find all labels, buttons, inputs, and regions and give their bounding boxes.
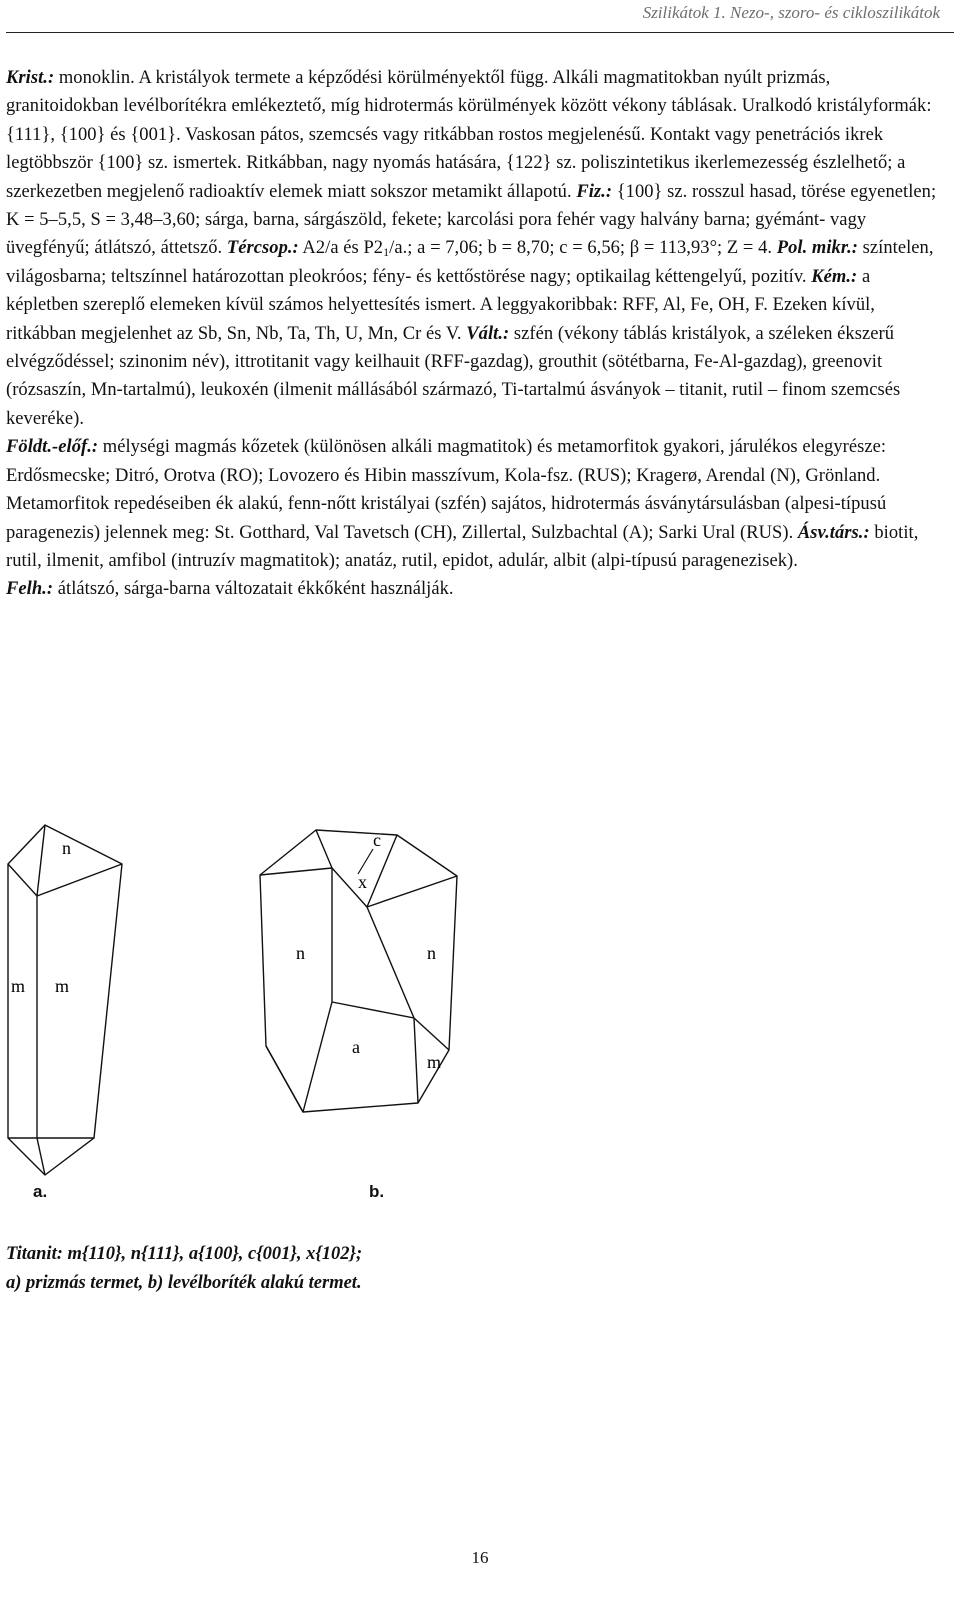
crystal-a-drawing (8, 825, 122, 1175)
description-paragraph-main (6, 64, 938, 433)
crystal-drawings (0, 820, 960, 1210)
polmikr-label: Pol. mikr.: (776, 238, 858, 259)
felh-label: Felh.: (6, 579, 54, 600)
fiz-label: Fiz.: (576, 181, 613, 202)
crystal-a-outline (8, 825, 122, 1175)
crystal-a-edge-right-top (37, 864, 122, 896)
caption-line-2: a) prizmás termet, b) levélboríték alakú termet. (6, 1272, 362, 1293)
figure-b-label: b. (369, 1182, 385, 1201)
caption-line-1: Titanit: m{110}, n{111}, a{100}, c{001}, x{102}; (6, 1244, 363, 1264)
crystal-a-edge-bottom-point (37, 1138, 45, 1175)
asv-text: biotit, rutil, ilmenit, amfibol (intruzív magmatitok); anatáz, rutil, epidot, adulár, albit (alpi-típusú paragenezisek). (6, 522, 919, 571)
crystal-a-face-n: n (62, 838, 71, 858)
fiz-text: {100} sz. rosszul hasad, törése egyenetlen; K = 5–5,5, S = 3,48–3,60; sárga, barna, sárgászöld, fekete; karcolási pora fehér vagy halvány barna; gyémánt- vagy üvegfényű; átlátszó, áttetsző. (6, 181, 937, 259)
valt-label: Vált.: (466, 323, 510, 344)
figure-a-label: a. (33, 1182, 48, 1201)
crystal-b-face-n-right: n (427, 943, 436, 963)
foldt-text: mélységi magmás kőzetek (különösen alkáli magmatitok) és metamorfitok gyakori, járulékos elegyrésze: Erdősmecske; Ditró, Orotva (RO); Lovozero és Hibin masszívum, Kola-fsz. (RUS); Kragerø, Arendal (N), Grönland. Metamorfitok repedéseiben ék alakú, fenn-nőtt kristályai (szfén) sajátos, hidrotermás ásványtársulásban (alpesi-típusú paragenezis) jelennek meg: St. Gotthard, Val Tavetsch (CH), Zillertal, Sulzbachtal (A); Sarki Ural (RUS). (6, 437, 887, 543)
kem-label: Kém.: (811, 266, 858, 287)
crystal-b-face-m: m (427, 1052, 442, 1072)
crystal-b-edge-left-top (260, 868, 332, 875)
crystal-b-edge-m-left (266, 1046, 303, 1112)
felh-text: átlátszó, sárga-barna változatait ékkőként használják. (53, 579, 454, 600)
polmikr-text: színtelen, világosbarna; teltszínnel határozottan pleokróos; fény- és kettőstörése nagy; optikailag kéttengelyű, pozitív. (6, 238, 934, 287)
krist-text: monoklin. A kristályok termete a képződési körülményektől függ. Alkáli magmatitokban nyúlt prizmás, granitoidokban levélborítékra emlékeztető, míg hidrotermás körülmények között vékony táblásak. Uralkodó kristályformák: {111}, {100} és {001}. Vaskosan pátos, szemcsés vagy ritkábban rostos megjelenésű. Kontakt vagy penetrációs ikrek legtöbbször {100} sz. ismertek. Ritkábban, nagy nyomás hatására, {122} sz. poliszintetikus ikerlemezesség észlelhető; a szerkezetben megjelenő radioaktív elemek miatt sokszor metamikt állapotú. (6, 68, 932, 202)
crystal-a-face-m-right: m (55, 976, 70, 996)
crystal-a-face-m-left: m (11, 976, 26, 996)
tercsop-label: Tércsop.: (226, 238, 299, 259)
figure-caption (6, 1240, 362, 1297)
crystal-a-edge-left-top (8, 864, 37, 896)
crystal-b-edge-right-top (367, 876, 457, 907)
crystal-figures (0, 820, 960, 1210)
crystal-b-edge-n-right (367, 907, 414, 1018)
c-arrow-line (358, 849, 373, 874)
crystal-b-c-arrow (358, 849, 373, 874)
mineral-description (6, 64, 938, 604)
tercsop-text-a: A2/a és P2 (298, 238, 384, 259)
crystal-b-edge-a-left (303, 1002, 332, 1112)
crystal-b-face-a: a (352, 1037, 360, 1057)
krist-label: Krist.: (6, 68, 55, 88)
crystal-b-edge-a-top (332, 1002, 414, 1018)
crystal-b-edge-a-right (414, 1018, 418, 1103)
foldt-label: Földt.-előf.: (6, 437, 99, 458)
header-title: Szilikátok 1. Nezo-, szoro- és cikloszilikátok (642, 3, 940, 22)
asv-label: Ásv.társ.: (797, 522, 870, 543)
crystal-b-face-c: c (373, 830, 381, 850)
tercsop-text-b: /a.; a = 7,06; b = 8,70; c = 6,56; β = 113,93°; Z = 4. (389, 238, 777, 259)
page-number: 16 (471, 1548, 489, 1567)
crystal-b-edge-m-right (414, 1018, 449, 1050)
crystal-b-face-n-left: n (296, 943, 305, 963)
description-paragraph-usage (6, 575, 938, 603)
crystal-b-face-x: x (358, 872, 367, 892)
crystal-a-edge-top-front (37, 825, 45, 896)
tercsop-subscript: 1 (383, 245, 390, 260)
valt-text: szfén (vékony táblás kristályok, a széleken ékszerű elvégződéssel; szinonim név), ittrotitanit vagy keilhauit (RFF-gazdag), grouthit (sötétbarna, Fe-Al-gazdag), greenovit (rózsaszín, Mn-tartalmú), leukoxén (ilmenit mállásából származó, Ti-tartalmú ásványok – titanit, rutil – finom szemcsés keveréke). (6, 323, 901, 429)
kem-text: a képletben szereplő elemeken kívül számos helyettesítés ismert. A leggyakoribbak: RFF, Al, Fe, OH, F. Ezeken kívül, ritkábban megjelenhet az Sb, Sn, Nb, Ta, Th, U, Mn, Cr és V. (6, 266, 875, 344)
page-header (6, 0, 954, 33)
description-paragraph-occurrence (6, 433, 938, 575)
